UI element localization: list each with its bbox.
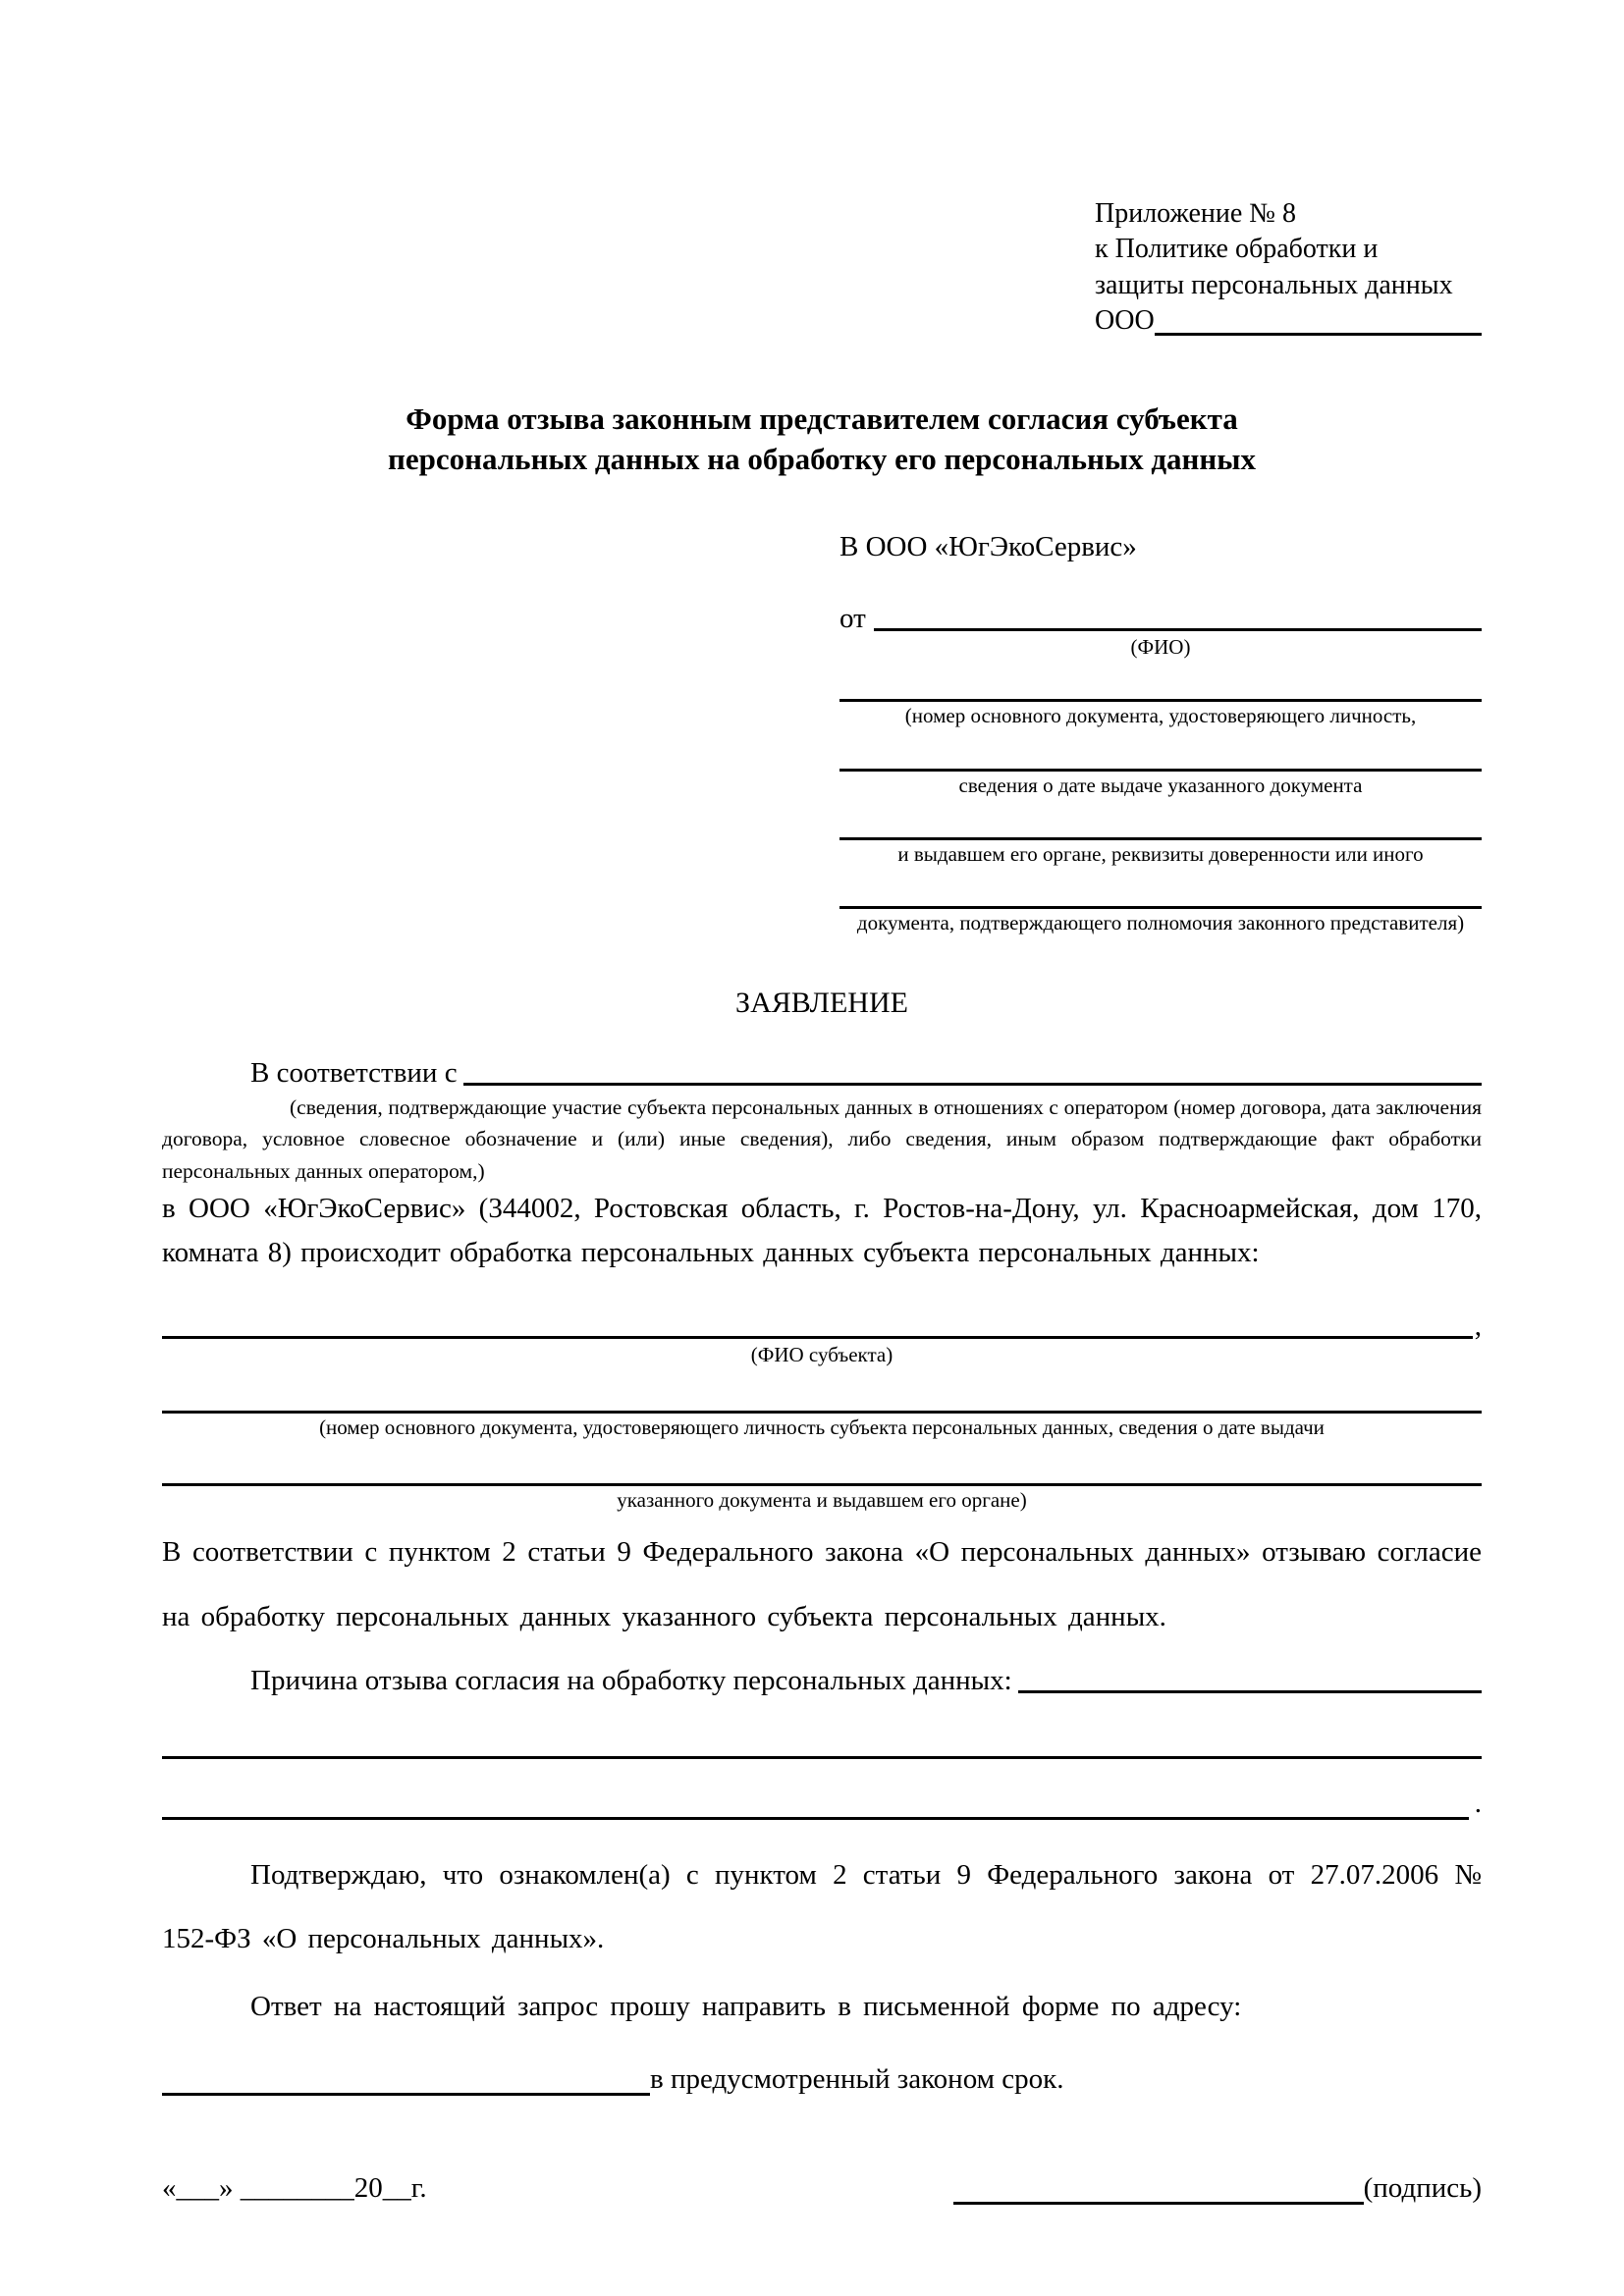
- statement-intro-blank-line: [463, 1083, 1482, 1086]
- subject-document-blank-line-2: [162, 1440, 1482, 1486]
- document-title-line1: Форма отзыва законным представителем согласия субъекта: [406, 400, 1238, 436]
- subject-fio-comma: ,: [1474, 1309, 1482, 1342]
- document-field-2: [839, 729, 1482, 798]
- footer-row: [162, 2172, 1482, 2205]
- withdraw-paragraph: В соответствии с пунктом 2 статьи 9 Федерального закона «О персональных данных» отзываю согласие на обработку персональных данных указанного субъекта персональных данных.: [162, 1536, 1482, 1632]
- company-name-row: [1095, 303, 1482, 339]
- document-field-1: [839, 660, 1482, 728]
- addressee-block: [839, 531, 1482, 935]
- signature-caption: (подпись): [1363, 2171, 1482, 2204]
- subject-document-caption-1: (номер основного документа, удостоверяющего личность субъекта персональных данных, сведения о дате выдачи: [319, 1415, 1325, 1439]
- company-name-blank-line: [1155, 333, 1482, 336]
- company-prefix: ООО: [1095, 305, 1155, 337]
- document-field-3: [839, 798, 1482, 867]
- appendix-policy-line2: защиты персональных данных: [1095, 269, 1453, 300]
- confirm-paragraph: Подтверждаю, что ознакомлен(а) с пунктом 2 статьи 9 Федерального закона от 27.07.2006 № 152-ФЗ «О персональных данных».: [162, 1858, 1482, 1955]
- addressee-organization: В ООО «ЮгЭкоСервис»: [839, 531, 1137, 563]
- reason-blank-line-full-2: [162, 1817, 1469, 1820]
- document-field-4: [839, 867, 1482, 935]
- statement-intro-row: [162, 1057, 1482, 1090]
- reply-intro-paragraph: Ответ на настоящий запрос прошу направить в письменной форме по адресу:: [250, 1991, 1242, 2023]
- document-caption-4: документа, подтверждающего полномочия законного представителя): [856, 911, 1465, 934]
- document-caption-2: сведения о дате выдаче указанного документа: [958, 773, 1363, 797]
- from-row: [839, 603, 1482, 635]
- reply-address-row: [162, 2063, 1482, 2096]
- appendix-header: [1095, 196, 1482, 340]
- document-caption-3: и выдавшем его органе, реквизиты доверенности или иного: [897, 841, 1424, 866]
- subject-fio-caption: (ФИО субъекта): [750, 1342, 893, 1366]
- date-blank-line: «___» ________20__г.: [162, 2171, 427, 2204]
- from-label: от: [839, 603, 866, 635]
- document-blank-line-1: [839, 660, 1482, 702]
- document-blank-line-3: [839, 798, 1482, 840]
- fio-caption: (ФИО): [1130, 635, 1191, 660]
- document-title: [162, 399, 1482, 481]
- subject-document-field-1: [162, 1367, 1482, 1440]
- signature-blank-line: [953, 2172, 1364, 2205]
- statement-intro-caption: (сведения, подтверждающие участие субъекта персональных данных в отношениях с оператором (номер договора, дата заключения договора, условное словесное обозначение и (или) иные сведения), либо сведения, иным образом подтверждающие факт обработки персональных данных оператором,): [162, 1095, 1482, 1183]
- operator-paragraph: в ООО «ЮгЭкоСервис» (344002, Ростовская область, г. Ростов-на-Дону, ул. Красноармейская, дом 170, комната 8) происходит обработка персональных данных субъекта персональных данных:: [162, 1192, 1482, 1268]
- from-fio-blank-line: [874, 628, 1482, 631]
- reason-blank-line-start: [1018, 1690, 1482, 1693]
- appendix-policy-line1: к Политике обработки и: [1095, 234, 1379, 265]
- subject-document-field-2: [162, 1440, 1482, 1513]
- statement-heading: ЗАЯВЛЕНИЕ: [735, 987, 908, 1020]
- reason-prefix: Причина отзыва согласия на обработку персональных данных:: [250, 1664, 1012, 1696]
- reason-row: [162, 1665, 1482, 1697]
- document-caption-1: (номер основного документа, удостоверяющего личность,: [904, 704, 1417, 728]
- document-blank-line-4: [839, 867, 1482, 909]
- subject-document-blank-line-1: [162, 1367, 1482, 1414]
- document-title-line2: персональных данных на обработку его персональных данных: [388, 442, 1256, 477]
- reply-address-blank-line: [162, 2063, 650, 2096]
- subject-fio-row: [162, 1310, 1482, 1343]
- subject-document-caption-2: указанного документа и выдавшем его органе): [617, 1488, 1027, 1513]
- subject-fio-blank-line: [162, 1336, 1473, 1339]
- statement-intro-prefix: В соответствии с: [250, 1057, 458, 1090]
- appendix-number: Приложение № 8: [1095, 198, 1296, 229]
- signature-group: [953, 2172, 1482, 2205]
- reason-period: .: [1474, 1787, 1482, 1819]
- document-blank-line-2: [839, 729, 1482, 772]
- reply-suffix: в предусмотренный законом срок.: [650, 2062, 1064, 2095]
- reason-blank-line-row-2: [162, 1759, 1482, 1820]
- reason-blank-line-full-1: [162, 1697, 1482, 1759]
